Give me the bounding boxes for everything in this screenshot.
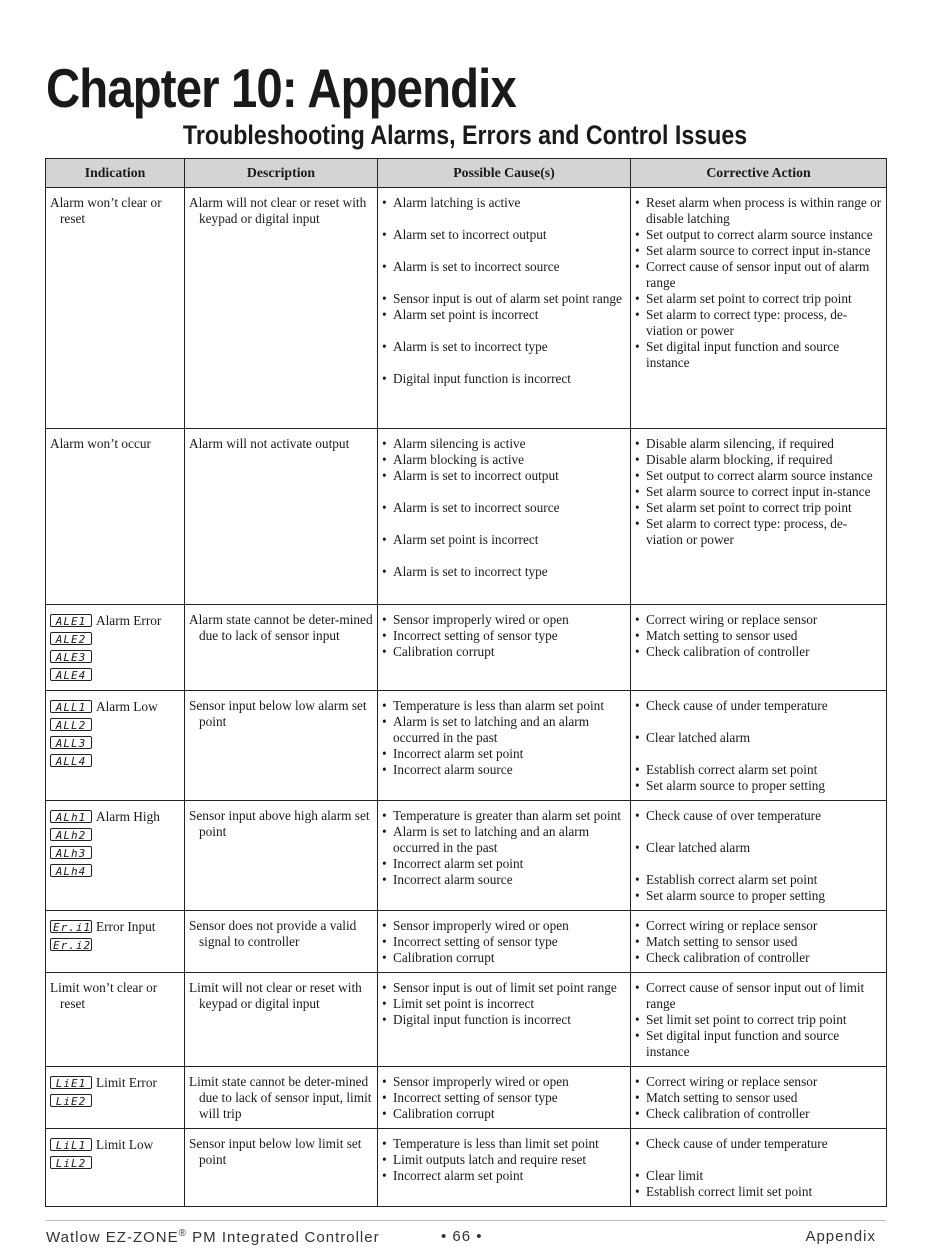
possible-cause-item: • Sensor improperly wired or open [382,918,626,934]
corrective-action-item: • Check cause of under temperature [635,1136,882,1152]
footer-page-number: • 66 • [441,1228,483,1245]
possible-cause-item: • Sensor improperly wired or open [382,1074,626,1090]
corrective-action-cell [631,429,887,605]
possible-cause-list [382,612,626,660]
possible-cause-item: • Alarm set point is incorrect [382,532,626,548]
description-cell [185,801,378,911]
indication-label: Alarm won’t occur [50,436,151,451]
indication-cell [46,691,185,801]
corrective-action-item: • Match setting to sensor used [635,1090,882,1106]
corrective-action-item: • Clear latched alarm [635,730,882,746]
list-spacer [635,1152,882,1168]
corrective-action-list [635,698,882,794]
chapter-title: Chapter 10: Appendix [46,57,516,119]
possible-cause-item: • Alarm is set to latching and an alarm occurred in the past [382,714,626,746]
description-cell [185,911,378,973]
corrective-action-item: • Set output to correct alarm source instance [635,468,882,484]
possible-cause-item: • Alarm set to incorrect output [382,227,626,243]
possible-cause-item: • Alarm blocking is active [382,452,626,468]
corrective-action-cell [631,801,887,911]
possible-cause-item: • Limit set point is incorrect [382,996,626,1012]
indication-code-row [50,918,180,935]
list-spacer [382,275,626,291]
indication-code-row [50,752,180,769]
column-header-description: Description [185,159,378,188]
display-code-icon: Er.i2 [50,938,92,951]
table-row [46,691,887,801]
corrective-action-item: • Match setting to sensor used [635,628,882,644]
indication-code-row [50,734,180,751]
corrective-action-item: • Check calibration of controller [635,1106,882,1122]
corrective-action-list [635,1074,882,1122]
list-spacer [382,548,626,564]
possible-cause-cell [378,605,631,691]
corrective-action-item: • Set alarm source to proper setting [635,888,882,904]
page-footer [46,1228,876,1248]
corrective-action-item: • Match setting to sensor used [635,934,882,950]
section-title [0,120,930,151]
description-cell [185,973,378,1067]
display-code-icon: Er.i1 [50,920,92,933]
description-cell [185,1067,378,1129]
display-code-icon: LiE2 [50,1094,92,1107]
possible-cause-cell [378,691,631,801]
display-code-icon: ALL1 [50,700,92,713]
possible-cause-item: • Calibration corrupt [382,1106,626,1122]
possible-cause-item: • Alarm is set to incorrect type [382,564,626,580]
corrective-action-cell [631,911,887,973]
display-code-icon: ALE4 [50,668,92,681]
description-text: Alarm state cannot be deter-mined due to lack of sensor input [189,612,373,643]
possible-cause-item: • Incorrect alarm source [382,762,626,778]
display-code-icon: ALE3 [50,650,92,663]
corrective-action-list [635,918,882,966]
possible-cause-item: • Sensor input is out of alarm set point range [382,291,626,307]
display-code-icon: LiE1 [50,1076,92,1089]
indication-code-row [50,648,180,665]
list-spacer [635,746,882,762]
corrective-action-item: • Set alarm to correct type: process, de-viation or power [635,516,882,548]
corrective-action-cell [631,1129,887,1207]
possible-cause-item: • Alarm is set to incorrect source [382,500,626,516]
indication-code-row [50,1092,180,1109]
possible-cause-list [382,808,626,888]
corrective-action-item: • Check cause of under temperature [635,698,882,714]
possible-cause-list [382,1074,626,1122]
table-row [46,1067,887,1129]
possible-cause-item: • Incorrect alarm set point [382,1168,626,1184]
corrective-action-item: • Correct wiring or replace sensor [635,918,882,934]
indication-cell [46,429,185,605]
table-row [46,429,887,605]
display-code-icon: ALh2 [50,828,92,841]
column-header-corrective-action: Corrective Action [631,159,887,188]
corrective-action-item: • Correct cause of sensor input out of limit range [635,980,882,1012]
troubleshooting-table [45,158,887,1207]
indication-cell [46,1067,185,1129]
description-cell [185,188,378,429]
corrective-action-cell [631,973,887,1067]
corrective-action-list [635,808,882,904]
table-row [46,1129,887,1207]
possible-cause-item: • Calibration corrupt [382,950,626,966]
possible-cause-cell [378,973,631,1067]
list-spacer [635,824,882,840]
corrective-action-item: • Set alarm source to correct input in-stance [635,243,882,259]
possible-cause-list [382,698,626,778]
indication-code-row [50,844,180,861]
description-cell [185,429,378,605]
possible-cause-item: • Incorrect setting of sensor type [382,1090,626,1106]
registered-mark: ® [178,1228,187,1239]
possible-cause-item: • Digital input function is incorrect [382,1012,626,1028]
display-code-icon: ALh4 [50,864,92,877]
column-header-indication: Indication [46,159,185,188]
corrective-action-item: • Set alarm set point to correct trip point [635,500,882,516]
indication-label: Alarm Low [96,698,158,714]
possible-cause-item: • Incorrect alarm set point [382,746,626,762]
footer-product-name [46,1228,380,1246]
list-spacer [635,856,882,872]
table-body [46,188,887,1207]
corrective-action-list [635,436,882,548]
display-code-icon: LiL1 [50,1138,92,1151]
indication-code-row [50,1154,180,1171]
corrective-action-item: • Set alarm to correct type: process, de-viation or power [635,307,882,339]
corrective-action-item: • Set alarm source to proper setting [635,778,882,794]
possible-cause-item: • Alarm is set to incorrect type [382,339,626,355]
column-header-possible-causes: Possible Cause(s) [378,159,631,188]
list-spacer [635,714,882,730]
table-row [46,605,887,691]
corrective-action-item: • Set limit set point to correct trip point [635,1012,882,1028]
corrective-action-list [635,980,882,1060]
corrective-action-item: • Establish correct alarm set point [635,762,882,778]
corrective-action-item: • Correct wiring or replace sensor [635,612,882,628]
table-row [46,801,887,911]
footer-product-suffix: PM Integrated Controller [187,1229,380,1246]
indication-label: Limit Error [96,1074,157,1090]
list-spacer [382,484,626,500]
indication-cell [46,801,185,911]
indication-label: Limit Low [96,1136,154,1152]
possible-cause-cell [378,429,631,605]
possible-cause-item: • Incorrect setting of sensor type [382,934,626,950]
possible-cause-item: • Alarm is set to latching and an alarm occurred in the past [382,824,626,856]
display-code-icon: ALE1 [50,614,92,627]
description-text: Limit state cannot be deter-mined due to lack of sensor input, limit will trip [189,1074,372,1121]
possible-cause-item: • Alarm latching is active [382,195,626,211]
indication-code-row [50,666,180,683]
corrective-action-cell [631,1067,887,1129]
corrective-action-item: • Check calibration of controller [635,950,882,966]
corrective-action-item: • Set digital input function and source instance [635,339,882,371]
possible-cause-item: • Sensor input is out of limit set point range [382,980,626,996]
corrective-action-item: • Reset alarm when process is within range or disable latching [635,195,882,227]
indication-cell [46,605,185,691]
display-code-icon: ALh1 [50,810,92,823]
indication-code-row [50,612,180,629]
corrective-action-item: • Clear limit [635,1168,882,1184]
display-code-icon: ALL3 [50,736,92,749]
corrective-action-item: • Disable alarm blocking, if required [635,452,882,468]
corrective-action-item: • Clear latched alarm [635,840,882,856]
corrective-action-item: • Check cause of over temperature [635,808,882,824]
corrective-action-cell [631,188,887,429]
description-text: Limit will not clear or reset with keypad or digital input [189,980,362,1011]
corrective-action-item: • Correct wiring or replace sensor [635,1074,882,1090]
corrective-action-list [635,612,882,660]
corrective-action-item: • Check calibration of controller [635,644,882,660]
indication-code-row [50,1074,180,1091]
footer-divider [46,1220,886,1221]
possible-cause-item: • Temperature is less than alarm set point [382,698,626,714]
corrective-action-cell [631,605,887,691]
indication-code-row [50,1136,180,1153]
indication-code-row [50,936,180,953]
corrective-action-item: • Set digital input function and source instance [635,1028,882,1060]
indication-code-row [50,808,180,825]
display-code-icon: ALh3 [50,846,92,859]
footer-product: Watlow EZ-ZONE [46,1229,179,1246]
possible-cause-list [382,195,626,387]
possible-cause-item: • Sensor improperly wired or open [382,612,626,628]
possible-cause-item: • Digital input function is incorrect [382,371,626,387]
indication-code-row [50,862,180,879]
possible-cause-item: • Incorrect alarm source [382,872,626,888]
indication-code-row [50,630,180,647]
corrective-action-item: • Set output to correct alarm source instance [635,227,882,243]
indication-cell [46,911,185,973]
table-row [46,973,887,1067]
possible-cause-cell [378,1067,631,1129]
possible-cause-list [382,1136,626,1184]
list-spacer [382,355,626,371]
table-header-row [46,159,887,188]
description-text: Alarm will not activate output [189,436,350,451]
possible-cause-cell [378,188,631,429]
indication-label: Alarm won’t clear or reset [50,195,162,226]
possible-cause-cell [378,911,631,973]
indication-label: Error Input [96,918,156,934]
possible-cause-item: • Incorrect alarm set point [382,856,626,872]
description-cell [185,691,378,801]
possible-cause-list [382,980,626,1028]
description-cell [185,605,378,691]
corrective-action-item: • Disable alarm silencing, if required [635,436,882,452]
corrective-action-list [635,1136,882,1200]
list-spacer [382,516,626,532]
display-code-icon: ALL4 [50,754,92,767]
list-spacer [382,243,626,259]
description-text: Sensor input below low alarm set point [189,698,367,729]
possible-cause-list [382,918,626,966]
possible-cause-item: • Alarm silencing is active [382,436,626,452]
possible-cause-list [382,436,626,580]
indication-code-row [50,826,180,843]
indication-label: Alarm High [96,808,160,824]
indication-cell [46,973,185,1067]
display-code-icon: ALL2 [50,718,92,731]
indication-cell [46,1129,185,1207]
indication-label: Limit won’t clear or reset [50,980,158,1011]
indication-code-row [50,698,180,715]
possible-cause-item: • Alarm is set to incorrect output [382,468,626,484]
corrective-action-list [635,195,882,371]
possible-cause-item: • Alarm is set to incorrect source [382,259,626,275]
possible-cause-item: • Incorrect setting of sensor type [382,628,626,644]
description-cell [185,1129,378,1207]
display-code-icon: LiL2 [50,1156,92,1169]
possible-cause-item: • Temperature is greater than alarm set point [382,808,626,824]
indication-cell [46,188,185,429]
possible-cause-cell [378,1129,631,1207]
description-text: Sensor input below low limit set point [189,1136,362,1167]
possible-cause-item: • Calibration corrupt [382,644,626,660]
possible-cause-item: • Temperature is less than limit set point [382,1136,626,1152]
indication-label: Alarm Error [96,612,162,628]
indication-code-row [50,716,180,733]
possible-cause-item: • Alarm set point is incorrect [382,307,626,323]
possible-cause-cell [378,801,631,911]
description-text: Sensor input above high alarm set point [189,808,370,839]
description-text: Sensor does not provide a valid signal to controller [189,918,357,949]
table-row [46,188,887,429]
corrective-action-item: • Set alarm set point to correct trip point [635,291,882,307]
corrective-action-item: • Correct cause of sensor input out of alarm range [635,259,882,291]
footer-section: Appendix [805,1228,876,1245]
section-title-text: Troubleshooting Alarms, Errors and Control Issues [182,120,748,150]
list-spacer [382,323,626,339]
table-row [46,911,887,973]
corrective-action-item: • Set alarm source to correct input in-stance [635,484,882,500]
description-text: Alarm will not clear or reset with keypad or digital input [189,195,367,226]
corrective-action-cell [631,691,887,801]
possible-cause-item: • Limit outputs latch and require reset [382,1152,626,1168]
corrective-action-item: • Establish correct limit set point [635,1184,882,1200]
list-spacer [382,211,626,227]
display-code-icon: ALE2 [50,632,92,645]
corrective-action-item: • Establish correct alarm set point [635,872,882,888]
